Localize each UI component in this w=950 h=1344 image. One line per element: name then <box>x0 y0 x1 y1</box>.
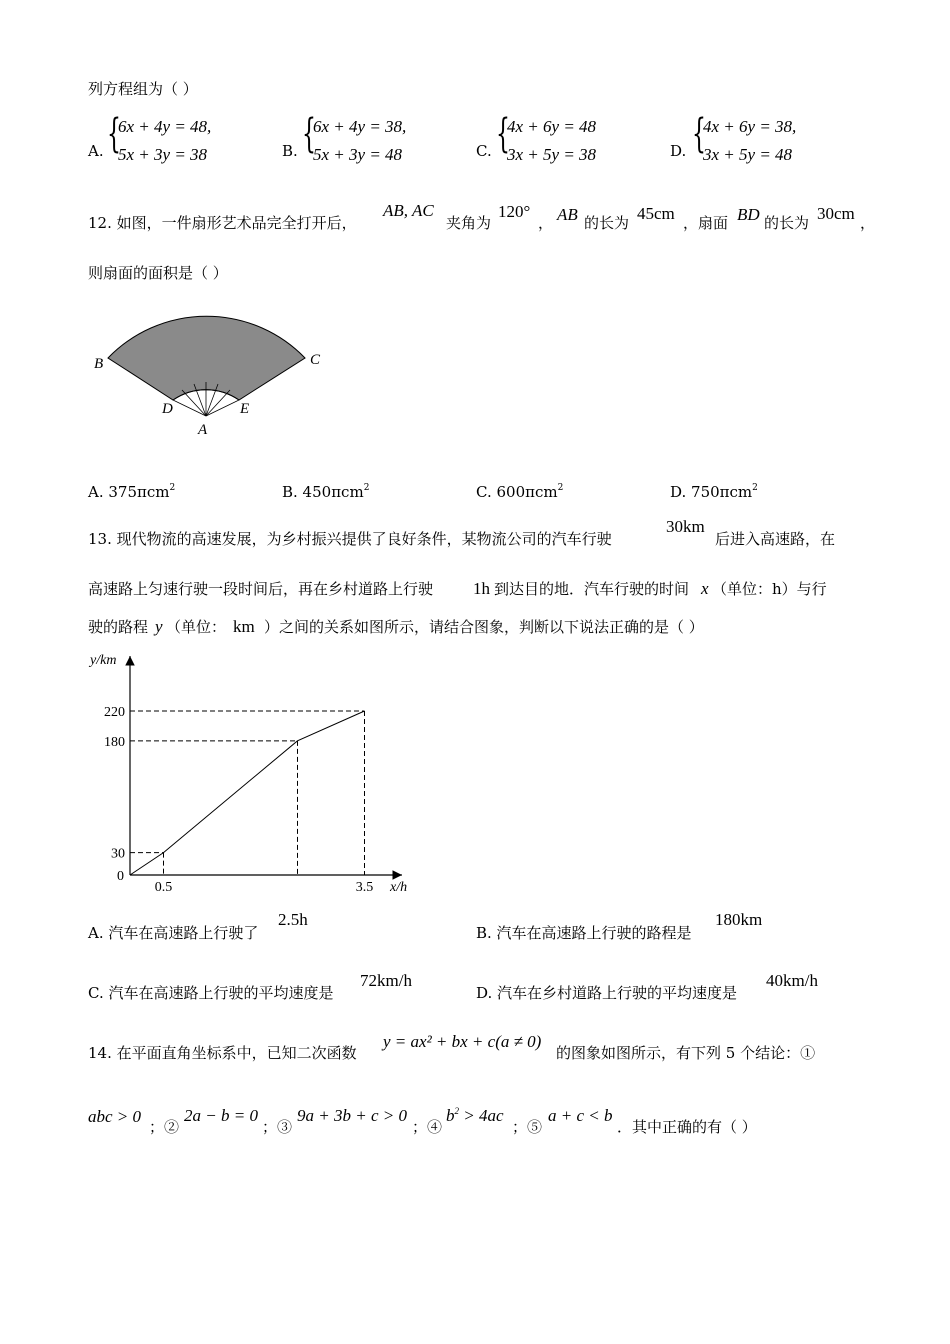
q12-option-d[interactable]: D. 750πcm$^2$ <box>670 483 758 501</box>
q13-math-1h: 1h <box>473 579 490 598</box>
q14-conclusion-2: 2a − b = 0 <box>184 1106 258 1125</box>
chart-axes <box>130 656 402 875</box>
q12-text-4: 的长为 <box>584 214 630 232</box>
fan-figure <box>86 296 336 441</box>
option-math: 72km/h <box>360 971 412 990</box>
equation-2: 3x + 5y = 38 <box>507 145 597 164</box>
q13-text-2: 后进入高速路，在 <box>715 530 836 548</box>
q13-var-x: x <box>701 579 709 598</box>
option-math: 180km <box>715 910 763 929</box>
q13-text-7: （单位： <box>166 618 227 636</box>
q12-text-7: ， <box>860 214 876 232</box>
q12-text-3: ， <box>538 214 554 232</box>
origin-label: 0 <box>117 869 124 884</box>
x-tick-label: 0.5 <box>154 880 173 895</box>
q12-text-5: ，扇面 <box>683 214 729 232</box>
q13-text-5: （单位：h）与行 <box>712 580 827 598</box>
option-text: A. 汽车在高速路上行驶了 <box>88 924 259 942</box>
option-text: C. 汽车在高速路上行驶的平均速度是 <box>88 984 334 1002</box>
option-label: A. <box>88 142 104 160</box>
q14-conclusion-5: a + c < b <box>548 1106 613 1125</box>
equation-2: 5x + 3y = 48 <box>313 145 403 164</box>
q14-text-1: 14. 在平面直角坐标系中，已知二次函数 <box>88 1044 357 1062</box>
distance-time-chart <box>86 646 426 896</box>
label-c: C <box>310 352 321 368</box>
y-tick-label: 220 <box>104 705 125 720</box>
label-e: E <box>240 401 250 417</box>
equation-2: 5x + 3y = 38 <box>118 145 208 164</box>
option-label: D. <box>670 142 687 160</box>
q14-sep-4: ；⑤ <box>512 1118 543 1136</box>
option-text: B. 汽车在高速路上行驶的路程是 <box>476 924 692 942</box>
equation-1: 6x + 4y = 38, <box>313 117 407 136</box>
x-axis-label: x/h <box>390 880 408 895</box>
q12-math-ab: AB <box>557 205 578 224</box>
y-tick-label: 180 <box>104 734 125 750</box>
x-tick-label: 3.5 <box>355 880 374 895</box>
fan-rib <box>182 390 206 416</box>
q14-sep-1: ；② <box>149 1118 180 1136</box>
option-label: C. <box>476 142 492 160</box>
label-a: A <box>198 422 208 438</box>
left-brace: { <box>496 111 510 157</box>
q12-option-c[interactable]: C. 600πcm$^2$ <box>476 483 564 501</box>
option-math: 2.5h <box>278 910 308 929</box>
q12-option-a[interactable]: A. 375πcm$^2$ <box>88 483 176 501</box>
label-d: D <box>162 401 173 417</box>
option-math: 40km/h <box>766 971 818 990</box>
q14-sep-3: ；④ <box>412 1118 443 1136</box>
q13-text-6: 驶的路程 <box>88 618 149 636</box>
q12-math-bd: BD <box>737 205 760 224</box>
q12-math-30cm: 30cm <box>817 204 855 223</box>
q14-math-function: y = ax² + bx + c(a ≠ 0) <box>383 1032 542 1051</box>
q12-option-b[interactable]: B. 450πcm$^2$ <box>282 483 370 501</box>
y-axis-label: y/km <box>90 653 117 668</box>
q14-conclusion-1: abc > 0 <box>88 1107 142 1126</box>
y-tick-label: 30 <box>111 846 125 862</box>
equation-1: 4x + 6y = 48 <box>507 117 597 136</box>
q13-text-4: 到达目的地．汽车行驶的时间 <box>494 580 690 598</box>
option-text: D. 汽车在乡村道路上行驶的平均速度是 <box>476 984 738 1002</box>
fan-rib <box>206 390 230 416</box>
q14-conclusion-4: $b^2 > 4ac$ <box>446 1106 504 1125</box>
chart-guides <box>130 711 365 875</box>
q14-text-2: 的图象如图所示，有下列 5 个结论：① <box>556 1044 816 1062</box>
q13-math-km: km <box>233 617 255 636</box>
chart-series <box>130 711 365 875</box>
option-label: B. <box>282 142 298 160</box>
q12-text-1: 12. 如图，一件扇形艺术品完全打开后， <box>88 214 357 232</box>
equation-2: 3x + 5y = 48 <box>703 145 793 164</box>
q12-math-ab-ac: AB, AC <box>383 201 434 220</box>
q11-stem: 列方程组为（ ） <box>88 80 198 98</box>
left-brace: { <box>302 111 316 157</box>
q12-text-2: 夹角为 <box>446 214 492 232</box>
q12-question: 则扇面的面积是（ ） <box>88 264 228 282</box>
q12-text-6: 的长为 <box>764 214 810 232</box>
q14-conclusion-3: 9a + 3b + c > 0 <box>297 1106 407 1125</box>
equation-1: 6x + 4y = 48, <box>118 117 212 136</box>
q12-math-45cm: 45cm <box>637 204 675 223</box>
q13-text-3: 高速路上匀速行驶一段时间后，再在乡村道路上行驶 <box>88 580 434 598</box>
q13-var-y: y <box>155 617 163 636</box>
q14-sep-2: ；③ <box>262 1118 293 1136</box>
fan-surface <box>108 316 305 400</box>
left-brace: { <box>692 111 706 157</box>
q13-text-1: 13. 现代物流的高速发展，为乡村振兴提供了良好条件，某物流公司的汽车行驶 <box>88 530 612 548</box>
series-line <box>130 711 365 875</box>
q13-math-30km: 30km <box>666 517 705 536</box>
q12-math-angle: 120° <box>498 202 531 221</box>
chart-labels <box>88 653 407 895</box>
label-b: B <box>94 356 104 372</box>
q14-sep-5: ．其中正确的有（ ） <box>617 1118 757 1136</box>
equation-1: 4x + 6y = 38, <box>703 117 797 136</box>
left-brace: { <box>107 111 121 157</box>
q13-text-8: ）之间的关系如图所示，请结合图象，判断以下说法正确的是（ ） <box>264 618 704 636</box>
